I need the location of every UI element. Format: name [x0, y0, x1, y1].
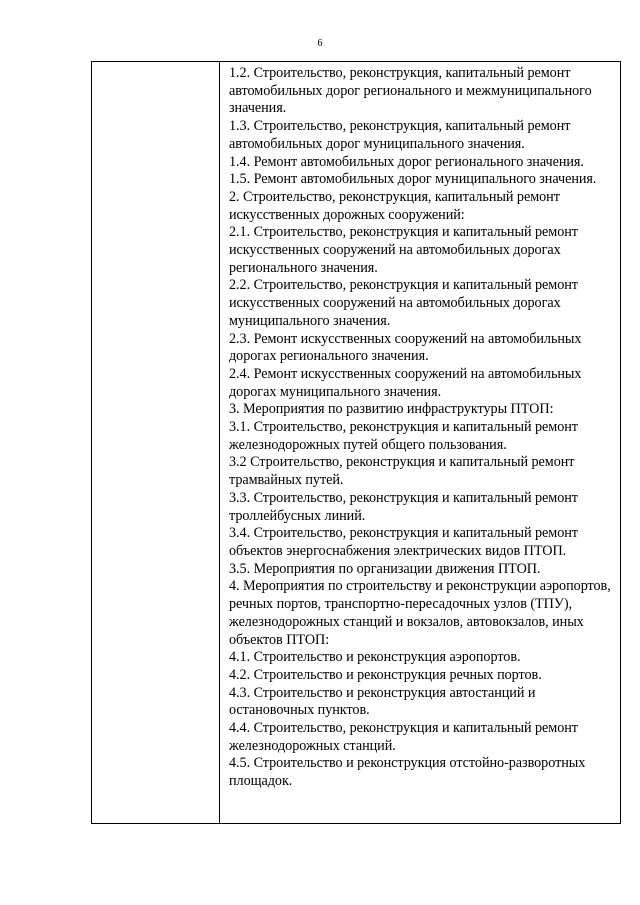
list-item: 4.4. Строительство, реконструкция и капитальный ремонт железнодорожных станций. — [229, 720, 578, 754]
page-number: 6 — [317, 38, 323, 49]
list-item: 3.2 Строительство, реконструкция и капитальный ремонт трамвайных путей. — [229, 454, 575, 489]
list-item: 2.4. Ремонт искусственных сооружений на автомобильных дорогах муниципального значения. — [229, 365, 582, 400]
list-item: 1.3. Строительство, реконструкция, капитальный ремонт автомобильных дорог муниципального значения. — [229, 118, 571, 152]
table-left-cell — [92, 62, 220, 823]
list-item: 3.1. Строительство, реконструкция и капитальный ремонт железнодорожных путей общего пользования. — [229, 419, 578, 453]
list-item: 1.5. Ремонт автомобильных дорог муниципального значения. — [229, 171, 597, 188]
list-item: 1.4. Ремонт автомобильных дорог регионального значения. — [229, 153, 584, 170]
list-item: 2. Строительство, реконструкция, капитальный ремонт искусственных дорожных сооружений: — [229, 188, 560, 223]
list-item: 3.5. Мероприятия по организации движения ПТОП. — [229, 560, 541, 577]
list-item: 4. Мероприятия по строительству и реконструкции аэропортов, речных портов, транспортно-пересадочных узлов (ТПУ), железнодорожных станций и вокзалов, автовокзалов, иных объектов ПТОП: — [229, 578, 611, 648]
list-item: 3.3. Строительство, реконструкция и капитальный ремонт троллейбусных линий. — [229, 489, 578, 524]
list-item: 4.1. Строительство и реконструкция аэропортов. — [229, 649, 521, 666]
list-item: 4.2. Строительство и реконструкция речных портов. — [229, 666, 542, 683]
list-item: 2.3. Ремонт искусственных сооружений на автомобильных дорогах регионального значения. — [229, 330, 582, 365]
list-item: 4.3. Строительство и реконструкция автостанций и остановочных пунктов. — [229, 684, 536, 719]
list-item: 3. Мероприятия по развитию инфраструктуры ПТОП: — [229, 401, 554, 418]
table-right-cell — [220, 62, 620, 823]
list-item: 1.2. Строительство, реконструкция, капитальный ремонт автомобильных дорог регионального и межмуниципального значения. — [229, 65, 592, 117]
document-table — [91, 61, 621, 824]
list-item: 2.2. Строительство, реконструкция и капитальный ремонт искусственных сооружений на автомобильных дорогах муниципального значения. — [229, 277, 578, 329]
list-item: 3.4. Строительство, реконструкция и капитальный ремонт объектов энергоснабжения электрических видов ПТОП. — [229, 525, 578, 559]
list-item: 4.5. Строительство и реконструкция отстойно-разворотных площадок. — [229, 755, 586, 790]
list-item: 2.1. Строительство, реконструкция и капитальный ремонт искусственных сооружений на автомобильных дорогах регионального значения. — [229, 224, 578, 276]
